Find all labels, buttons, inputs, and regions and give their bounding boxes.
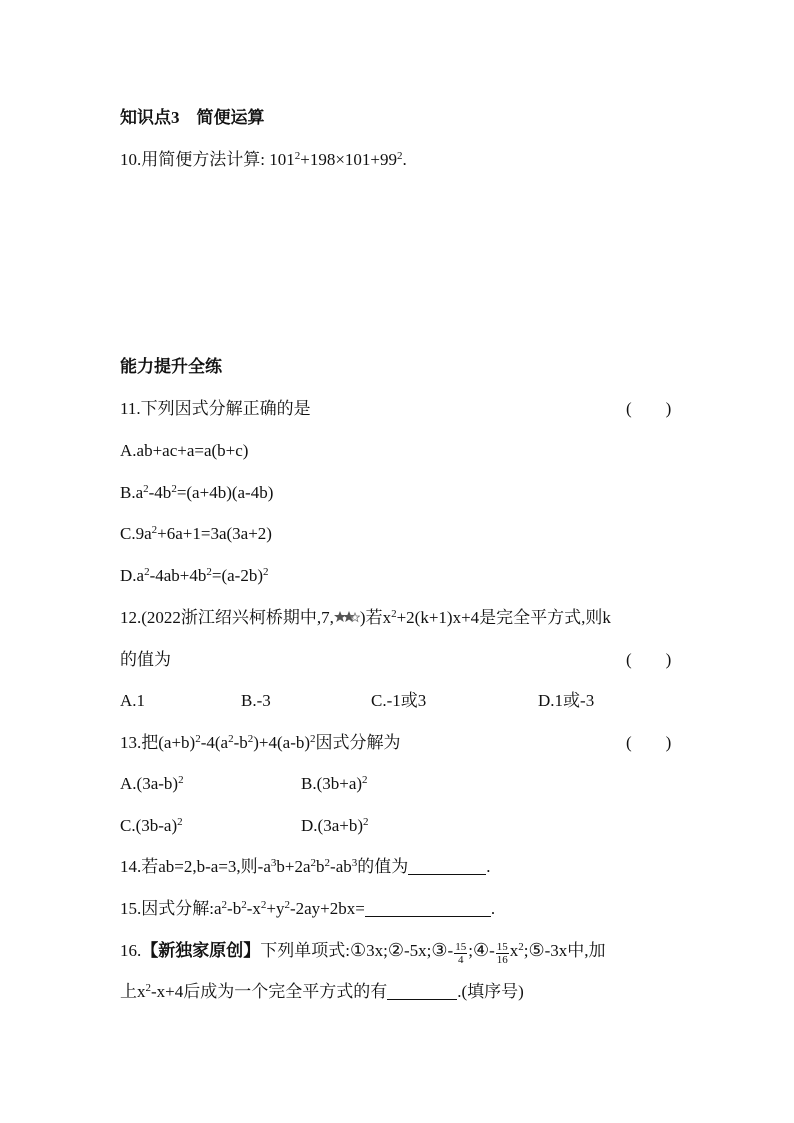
question-13-stem: 13.把$(a+b)^2-4(a^2-b^2)+4(a-b)^2$因式分解为 (120, 733, 401, 752)
original-tag: 【新独家原创】 (141, 941, 261, 960)
q12-option-d: D.1或-3 (538, 691, 595, 710)
question-14: 14.若ab=2,b-a=3,则$-a^3b+2a^2b^2-ab^3$的值为 . (120, 857, 491, 876)
difficulty-stars-icon (334, 607, 360, 621)
q13-option-b: $B.(3b+a)^2$ (301, 774, 368, 793)
question-12-stem: 12.(2022浙江绍兴柯桥期中,7, )若$x^2+2(k+1)x+4$是完全平方式,则k (120, 608, 611, 627)
question-15: 15.因式分解$:a^2-b^2-x^2+y^2-2ay+2bx=$ . (120, 899, 496, 918)
q11-option-c: $C.9a^2+6a+1=3a(3a+2)$ (120, 524, 272, 543)
answer-blank-16[interactable] (387, 983, 457, 1000)
answer-paren-11[interactable]: ( ) (626, 399, 672, 418)
q11-option-d: $D.a^2-4ab+4b^2=(a-2b)^2$ (120, 566, 269, 585)
answer-paren-12[interactable]: ( ) (626, 650, 672, 669)
q12-option-b: B.-3 (241, 691, 271, 710)
q13-option-d: $D.(3a+b)^2$ (301, 816, 369, 835)
answer-blank-15[interactable] (365, 900, 491, 917)
fraction-15-4: $\frac{15}{4}$ (455, 941, 467, 966)
question-16-line1: 16.【新独家原创】下列单项式:①3x;②-5x;③- $\frac{15}{4}$ ;④- $\frac{15}{16}$ $x^2;⑤-3x$中,加 (120, 940, 606, 966)
q13-option-a: $A.(3a-b)^2$ (120, 774, 184, 793)
q12-option-c: C.-1或3 (371, 691, 427, 710)
fraction-15-16: $\frac{15}{16}$ (496, 941, 508, 966)
item-number-1: ① (349, 940, 367, 960)
section-title-knowledge-point-3: 知识点3 简便运算 (120, 108, 265, 127)
q11-option-a: A.ab+ac+a=a(b+c) (120, 441, 249, 460)
item-number-4: ④ (472, 940, 490, 960)
question-11-stem: 11.下列因式分解正确的是 (120, 399, 311, 418)
section-title-ability: 能力提升全练 (120, 357, 222, 376)
q13-option-c: $C.(3b-a)^2$ (120, 816, 183, 835)
question-number: 10. (120, 150, 142, 169)
q11-option-b: $B.a^2-4b^2=(a+4b)(a-4b)$ (120, 483, 274, 502)
question-16-line2: 上$x^2-x+4$后成为一个完全平方式的有 .(填序号) (120, 982, 524, 1001)
item-number-2: ② (387, 940, 404, 960)
item-number-3: ③ (431, 940, 448, 960)
question-12-stem-line2: 的值为 (120, 650, 171, 669)
answer-blank-14[interactable] (408, 858, 486, 875)
q12-option-a: A.1 (120, 691, 146, 710)
question-10: 10.用简便方法计算: $101^2+198\times 101+99^2$. (120, 150, 407, 169)
item-number-5: ⑤ (528, 940, 545, 960)
answer-paren-13[interactable]: ( ) (626, 733, 672, 752)
